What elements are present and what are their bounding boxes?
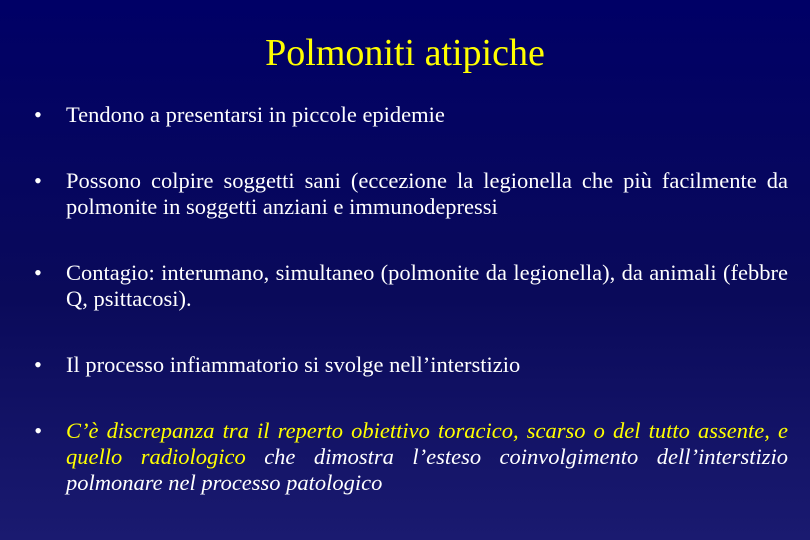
bullet-item-interstitium <box>34 352 788 378</box>
bullet-text: che dimostra l’esteso coinvolgimento dell’interstizio polmonare nel processo patologico <box>66 444 788 495</box>
bullet-text: Possono colpire soggetti sani (eccezione la legionella che più facilmente da polmonite in soggetti anziani e immunodepressi <box>66 168 788 219</box>
bullet-text: Contagio: interumano, simultaneo (polmonite da legionella), da animali (febbre Q, psittacosi). <box>66 260 788 311</box>
bullet-item-epidemics <box>34 102 788 128</box>
slide-title: Polmoniti atipiche <box>265 32 545 74</box>
bullet-icon: • <box>34 418 42 443</box>
bullet-icon: • <box>34 102 42 127</box>
bullet-item-discrepancy <box>34 418 788 496</box>
bullet-icon: • <box>34 260 42 285</box>
bullet-item-contagion <box>34 260 788 312</box>
bullet-text-highlight: C’è discrepanza tra il reperto obiettivo toracico, scarso o del tutto assente, e quello radiologico <box>66 418 788 469</box>
bullet-icon: • <box>34 352 42 377</box>
bullet-list <box>34 100 788 496</box>
bullet-text: Il processo infiammatorio si svolge nell’interstizio <box>66 352 521 377</box>
bullet-icon: • <box>34 168 42 193</box>
bullet-text: Tendono a presentarsi in piccole epidemie <box>66 102 445 127</box>
bullet-item-healthy-subjects <box>34 168 788 220</box>
